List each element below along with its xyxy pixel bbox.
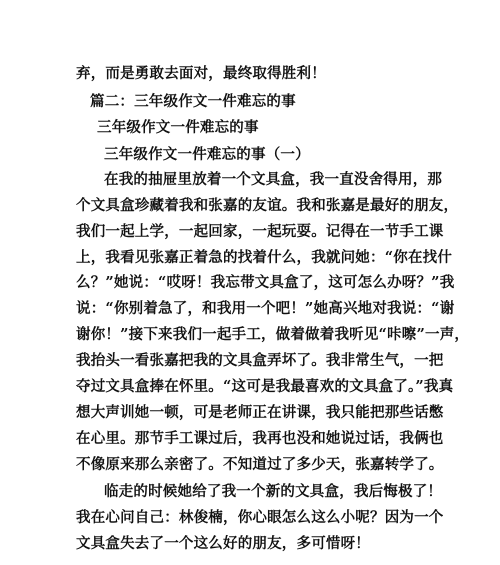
text-line: 我抬头一看张嘉把我的文具盒弄坏了。我非常生气，一把	[76, 352, 444, 369]
essay-title: 三年级作文一件难忘的事	[97, 119, 259, 136]
text-line: 不像原来那么亲密了。不知道过了多少天，张嘉转学了。	[76, 456, 444, 473]
text-line: 弃，而是勇敢去面对，最终取得胜利！	[76, 65, 326, 82]
text-line: 在心里。那节手工课过后，我再也没和她说过话，我俩也	[76, 430, 444, 447]
text-line: 夺过文具盒捧在怀里。“这可是我最喜欢的文具盒了。”我真	[76, 378, 454, 395]
text-line: 个文具盒珍藏着我和张嘉的友谊。我和张嘉是最好的朋友，	[76, 197, 459, 214]
text-line: 说：“你别着急了，和我用一个吧！”她高兴地对我说：“谢	[76, 300, 455, 317]
cut-off-line	[76, 560, 416, 565]
text-line: 临走的时候她给了我一个新的文具盒，我后悔极了！	[104, 483, 443, 500]
section-heading: 篇二：三年级作文一件难忘的事	[90, 93, 296, 110]
text-line: 上，我看见张嘉正着急的找着什么，我就问她：“你在找什	[76, 249, 453, 266]
text-line: 谢你！”接下来我们一起手工，做着做着我听见“咔嚓”一声，	[76, 326, 470, 343]
text-line: 我们一起上学，一起回家，一起玩耍。记得在一节手工课	[76, 223, 444, 240]
text-line: 文具盒失去了一个这么好的朋友，多可惜呀！	[76, 535, 370, 552]
text-line: 我在心问自己：林俊楠，你心眼怎么这么小呢？因为一个	[76, 509, 444, 526]
text-line: 么？”她说：“哎呀！我忘带文具盒了，这可怎么办呀？”我	[76, 274, 455, 291]
text-line: 想大声训她一顿，可是老师正在讲课，我只能把那些话憋	[76, 404, 444, 421]
text-line: 在我的抽屉里放着一个文具盒，我一直没舍得用，那	[104, 171, 443, 188]
essay-subtitle: 三年级作文一件难忘的事（一）	[104, 146, 310, 163]
